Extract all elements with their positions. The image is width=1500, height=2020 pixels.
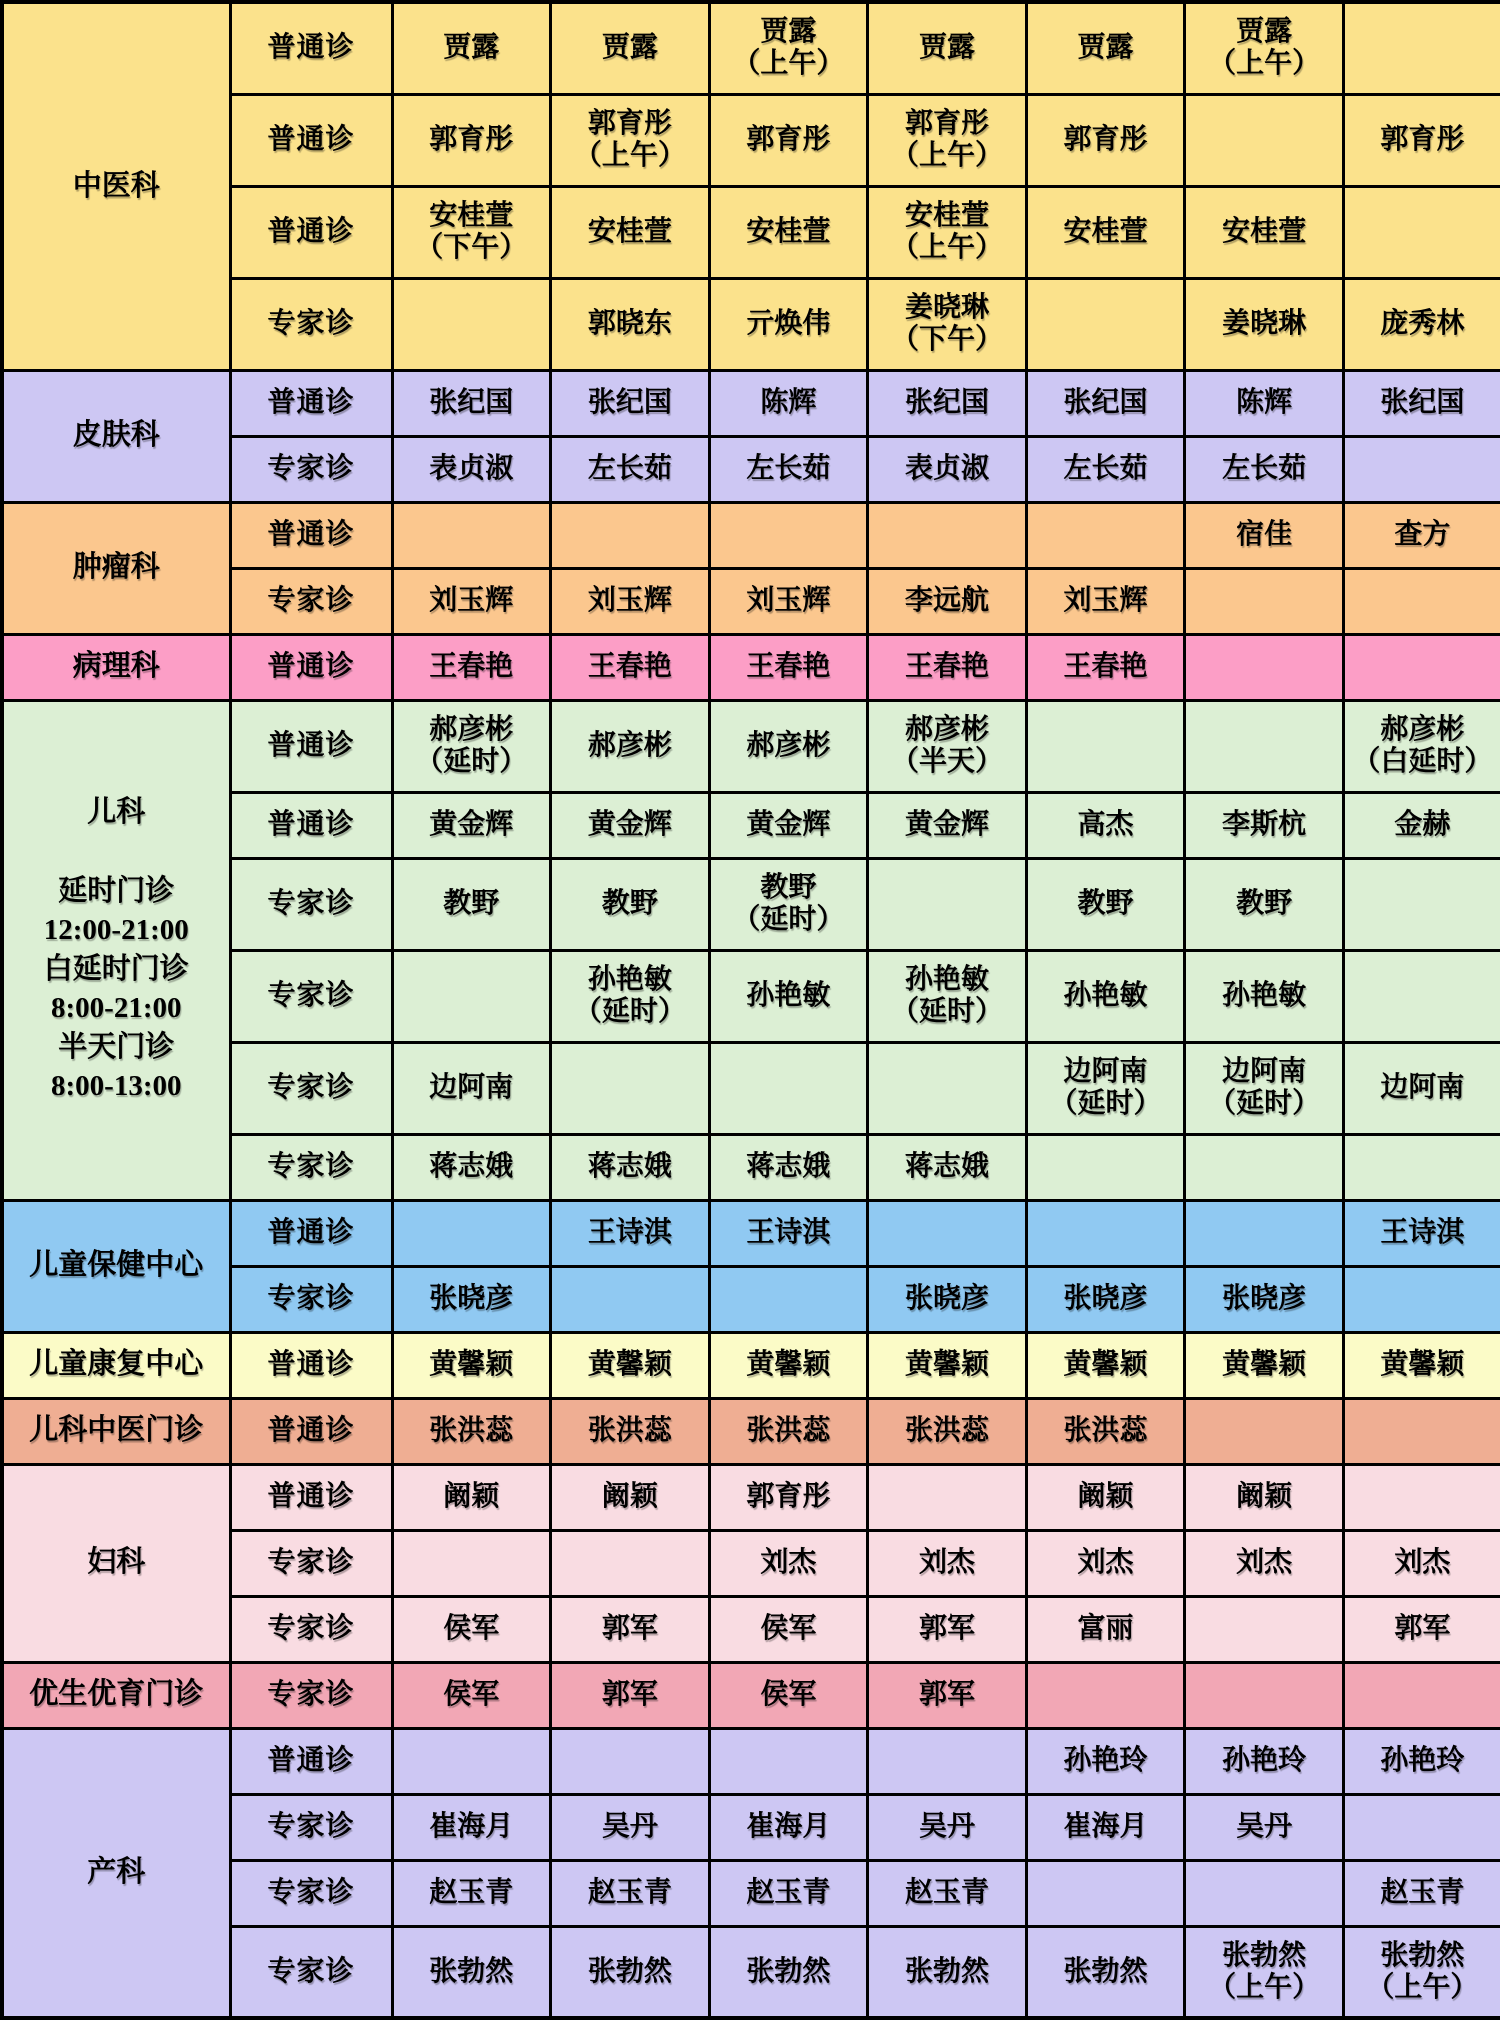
clinic-type-cell: 普通诊: [230, 2, 392, 94]
empty-schedule-cell: [1185, 700, 1344, 792]
doctor-cell: 张勃然: [1026, 1926, 1185, 2018]
doctor-cell: 郭育彤: [1343, 94, 1500, 186]
doctor-cell: 郭军: [551, 1596, 710, 1662]
doctor-cell: 边阿南 （延时）: [1185, 1042, 1344, 1134]
empty-schedule-cell: [1343, 568, 1500, 634]
doctor-cell: 贾露: [392, 2, 551, 94]
empty-schedule-cell: [709, 502, 868, 568]
doctor-cell: 教野: [551, 858, 710, 950]
doctor-cell: 刘玉辉: [392, 568, 551, 634]
doctor-cell: 阚颖: [1185, 1464, 1344, 1530]
empty-schedule-cell: [1026, 1134, 1185, 1200]
doctor-cell: 张勃然: [868, 1926, 1027, 2018]
doctor-cell: 陈辉: [709, 370, 868, 436]
doctor-cell: 李斯杭: [1185, 792, 1344, 858]
doctor-cell: 左长茹: [709, 436, 868, 502]
doctor-cell: 侯军: [709, 1596, 868, 1662]
doctor-cell: 孙艳敏: [709, 950, 868, 1042]
doctor-cell: 亓焕伟: [709, 278, 868, 370]
doctor-cell: 阚颖: [392, 1464, 551, 1530]
empty-schedule-cell: [392, 1530, 551, 1596]
doctor-cell: 蒋志娥: [392, 1134, 551, 1200]
empty-schedule-cell: [392, 950, 551, 1042]
empty-schedule-cell: [1026, 502, 1185, 568]
empty-schedule-cell: [1343, 2, 1500, 94]
clinic-type-cell: 普通诊: [230, 634, 392, 700]
doctor-cell: 吴丹: [551, 1794, 710, 1860]
doctor-cell: 安桂萱 （上午）: [868, 186, 1027, 278]
empty-schedule-cell: [868, 502, 1027, 568]
doctor-cell: 黄馨颖: [551, 1332, 710, 1398]
doctor-cell: 郭晓东: [551, 278, 710, 370]
doctor-cell: 王诗淇: [551, 1200, 710, 1266]
doctor-cell: 赵玉青: [868, 1860, 1027, 1926]
doctor-cell: 庞秀林: [1343, 278, 1500, 370]
doctor-cell: 张纪国: [1026, 370, 1185, 436]
empty-schedule-cell: [1185, 94, 1344, 186]
table-row: [2, 1728, 1500, 1794]
clinic-type-cell: 普通诊: [230, 94, 392, 186]
doctor-cell: 崔海月: [1026, 1794, 1185, 1860]
doctor-cell: 张勃然: [709, 1926, 868, 2018]
doctor-cell: 王春艳: [1026, 634, 1185, 700]
doctor-cell: 陈辉: [1185, 370, 1344, 436]
clinic-type-cell: 专家诊: [230, 278, 392, 370]
empty-schedule-cell: [868, 1464, 1027, 1530]
clinic-type-cell: 专家诊: [230, 568, 392, 634]
table-row: [2, 634, 1500, 700]
doctor-cell: 郭育彤 （上午）: [868, 94, 1027, 186]
doctor-cell: 黄馨颖: [392, 1332, 551, 1398]
doctor-cell: 刘杰: [868, 1530, 1027, 1596]
doctor-cell: 孙艳敏 （延时）: [551, 950, 710, 1042]
doctor-cell: 刘杰: [709, 1530, 868, 1596]
doctor-cell: 张勃然 （上午）: [1343, 1926, 1500, 2018]
empty-schedule-cell: [1343, 1266, 1500, 1332]
empty-schedule-cell: [1343, 950, 1500, 1042]
doctor-cell: 蒋志娥: [868, 1134, 1027, 1200]
empty-schedule-cell: [1185, 568, 1344, 634]
doctor-cell: 黄金辉: [709, 792, 868, 858]
doctor-cell: 黄馨颖: [868, 1332, 1027, 1398]
doctor-cell: 李远航: [868, 568, 1027, 634]
doctor-cell: 蒋志娥: [551, 1134, 710, 1200]
schedule-table-body: [2, 2, 1500, 2018]
clinic-type-cell: 普通诊: [230, 1398, 392, 1464]
doctor-cell: 黄金辉: [551, 792, 710, 858]
empty-schedule-cell: [1185, 1596, 1344, 1662]
doctor-cell: 王诗淇: [1343, 1200, 1500, 1266]
doctor-cell: 孙艳敏: [1026, 950, 1185, 1042]
doctor-cell: 崔海月: [709, 1794, 868, 1860]
doctor-cell: 黄馨颖: [1185, 1332, 1344, 1398]
doctor-cell: 赵玉青: [709, 1860, 868, 1926]
empty-schedule-cell: [551, 502, 710, 568]
doctor-cell: 张洪蕊: [392, 1398, 551, 1464]
doctor-cell: 郭军: [868, 1662, 1027, 1728]
department-cell-9: 优生优育门诊: [2, 1662, 230, 1728]
doctor-cell: 边阿南 （延时）: [1026, 1042, 1185, 1134]
table-row: [2, 700, 1500, 792]
doctor-cell: 张晓彦: [1185, 1266, 1344, 1332]
doctor-cell: 张勃然: [551, 1926, 710, 2018]
doctor-cell: 郭军: [551, 1662, 710, 1728]
empty-schedule-cell: [868, 1728, 1027, 1794]
clinic-type-cell: 专家诊: [230, 1662, 392, 1728]
empty-schedule-cell: [1343, 1134, 1500, 1200]
table-row: [2, 1662, 1500, 1728]
doctor-cell: 赵玉青: [551, 1860, 710, 1926]
empty-schedule-cell: [868, 1042, 1027, 1134]
doctor-cell: 张纪国: [392, 370, 551, 436]
doctor-cell: 张晓彦: [392, 1266, 551, 1332]
empty-schedule-cell: [868, 1200, 1027, 1266]
doctor-cell: 贾露: [1026, 2, 1185, 94]
doctor-cell: 张晓彦: [868, 1266, 1027, 1332]
doctor-cell: 郭育彤: [1026, 94, 1185, 186]
doctor-cell: 左长茹: [1185, 436, 1344, 502]
doctor-cell: 黄馨颖: [1343, 1332, 1500, 1398]
doctor-cell: 崔海月: [392, 1794, 551, 1860]
doctor-cell: 蒋志娥: [709, 1134, 868, 1200]
doctor-cell: 孙艳玲: [1343, 1728, 1500, 1794]
doctor-cell: 郝彦彬 （半天）: [868, 700, 1027, 792]
doctor-cell: 赵玉青: [392, 1860, 551, 1926]
empty-schedule-cell: [1026, 278, 1185, 370]
department-cell-8: 妇科: [2, 1464, 230, 1662]
doctor-cell: 教野: [1026, 858, 1185, 950]
doctor-cell: 刘杰: [1343, 1530, 1500, 1596]
doctor-cell: 孙艳玲: [1185, 1728, 1344, 1794]
empty-schedule-cell: [1185, 1134, 1344, 1200]
empty-schedule-cell: [1343, 186, 1500, 278]
clinic-type-cell: 专家诊: [230, 1794, 392, 1860]
empty-schedule-cell: [1026, 700, 1185, 792]
department-cell-2: 肿瘤科: [2, 502, 230, 634]
doctor-cell: 张晓彦: [1026, 1266, 1185, 1332]
doctor-cell: 王春艳: [392, 634, 551, 700]
table-row: [2, 1464, 1500, 1530]
doctor-cell: 侯军: [392, 1662, 551, 1728]
clinic-type-cell: 普通诊: [230, 502, 392, 568]
empty-schedule-cell: [551, 1266, 710, 1332]
empty-schedule-cell: [1185, 634, 1344, 700]
doctor-cell: 吴丹: [1185, 1794, 1344, 1860]
doctor-cell: 教野: [392, 858, 551, 950]
doctor-cell: 孙艳玲: [1026, 1728, 1185, 1794]
empty-schedule-cell: [392, 278, 551, 370]
clinic-type-cell: 专家诊: [230, 436, 392, 502]
doctor-cell: 左长茹: [1026, 436, 1185, 502]
department-cell-1: 皮肤科: [2, 370, 230, 502]
clinic-type-cell: 专家诊: [230, 1530, 392, 1596]
clinic-type-cell: 专家诊: [230, 1860, 392, 1926]
doctor-cell: 张洪蕊: [709, 1398, 868, 1464]
doctor-cell: 张勃然 （上午）: [1185, 1926, 1344, 2018]
department-cell-3: 病理科: [2, 634, 230, 700]
clinic-type-cell: 专家诊: [230, 950, 392, 1042]
empty-schedule-cell: [709, 1266, 868, 1332]
doctor-cell: 赵玉青: [1343, 1860, 1500, 1926]
department-cell-7: 儿科中医门诊: [2, 1398, 230, 1464]
doctor-cell: 刘玉辉: [551, 568, 710, 634]
empty-schedule-cell: [1185, 1200, 1344, 1266]
doctor-cell: 表贞淑: [868, 436, 1027, 502]
doctor-cell: 安桂萱: [551, 186, 710, 278]
doctor-cell: 郭育彤 （上午）: [551, 94, 710, 186]
doctor-cell: 表贞淑: [392, 436, 551, 502]
clinic-type-cell: 专家诊: [230, 1926, 392, 2018]
department-cell-10: 产科: [2, 1728, 230, 2018]
doctor-cell: 高杰: [1026, 792, 1185, 858]
doctor-cell: 安桂萱 （下午）: [392, 186, 551, 278]
empty-schedule-cell: [551, 1728, 710, 1794]
doctor-cell: 边阿南: [1343, 1042, 1500, 1134]
doctor-cell: 张洪蕊: [551, 1398, 710, 1464]
doctor-cell: 郭育彤: [709, 94, 868, 186]
clinic-type-cell: 专家诊: [230, 1042, 392, 1134]
clinic-type-cell: 普通诊: [230, 1464, 392, 1530]
doctor-cell: 郭育彤: [392, 94, 551, 186]
empty-schedule-cell: [392, 1200, 551, 1266]
doctor-cell: 王春艳: [551, 634, 710, 700]
empty-schedule-cell: [551, 1042, 710, 1134]
clinic-type-cell: 专家诊: [230, 1134, 392, 1200]
doctor-cell: 宿佳: [1185, 502, 1344, 568]
doctor-cell: 王诗淇: [709, 1200, 868, 1266]
doctor-cell: 安桂萱: [1185, 186, 1344, 278]
table-row: [2, 502, 1500, 568]
doctor-cell: 贾露 （上午）: [709, 2, 868, 94]
doctor-cell: 王春艳: [709, 634, 868, 700]
doctor-cell: 吴丹: [868, 1794, 1027, 1860]
clinic-type-cell: 普通诊: [230, 700, 392, 792]
empty-schedule-cell: [1343, 1398, 1500, 1464]
department-cell-0: 中医科: [2, 2, 230, 370]
doctor-cell: 刘玉辉: [1026, 568, 1185, 634]
doctor-cell: 张纪国: [868, 370, 1027, 436]
doctor-cell: 贾露: [551, 2, 710, 94]
doctor-cell: 王春艳: [868, 634, 1027, 700]
clinic-type-cell: 专家诊: [230, 1596, 392, 1662]
doctor-cell: 张洪蕊: [868, 1398, 1027, 1464]
doctor-cell: 黄金辉: [392, 792, 551, 858]
clinic-type-cell: 普通诊: [230, 792, 392, 858]
doctor-cell: 安桂萱: [1026, 186, 1185, 278]
doctor-cell: 郝彦彬: [709, 700, 868, 792]
doctor-cell: 边阿南: [392, 1042, 551, 1134]
doctor-cell: 教野 （延时）: [709, 858, 868, 950]
doctor-cell: 黄馨颖: [709, 1332, 868, 1398]
table-row: [2, 1398, 1500, 1464]
doctor-cell: 富丽: [1026, 1596, 1185, 1662]
doctor-cell: 侯军: [709, 1662, 868, 1728]
doctor-cell: 郝彦彬 （白延时）: [1343, 700, 1500, 792]
empty-schedule-cell: [1343, 1794, 1500, 1860]
empty-schedule-cell: [1343, 858, 1500, 950]
doctor-cell: 郭军: [1343, 1596, 1500, 1662]
clinic-type-cell: 普通诊: [230, 1332, 392, 1398]
doctor-cell: 教野: [1185, 858, 1344, 950]
doctor-cell: 张勃然: [392, 1926, 551, 2018]
table-row: [2, 1200, 1500, 1266]
clinic-type-cell: 普通诊: [230, 1728, 392, 1794]
empty-schedule-cell: [1185, 1398, 1344, 1464]
empty-schedule-cell: [1343, 1464, 1500, 1530]
doctor-cell: 刘杰: [1026, 1530, 1185, 1596]
empty-schedule-cell: [868, 858, 1027, 950]
doctor-cell: 刘玉辉: [709, 568, 868, 634]
empty-schedule-cell: [709, 1042, 868, 1134]
doctor-cell: 贾露: [868, 2, 1027, 94]
empty-schedule-cell: [1185, 1860, 1344, 1926]
clinic-type-cell: 专家诊: [230, 858, 392, 950]
doctor-cell: 刘杰: [1185, 1530, 1344, 1596]
department-cell-4: 儿科 延时门诊 12:00-21:00 白延时门诊 8:00-21:00 半天门诊 8:00-13:00: [2, 700, 230, 1200]
empty-schedule-cell: [709, 1728, 868, 1794]
doctor-cell: 安桂萱: [709, 186, 868, 278]
empty-schedule-cell: [1026, 1200, 1185, 1266]
empty-schedule-cell: [1343, 1662, 1500, 1728]
empty-schedule-cell: [1026, 1662, 1185, 1728]
empty-schedule-cell: [1026, 1860, 1185, 1926]
doctor-cell: 黄馨颖: [1026, 1332, 1185, 1398]
doctor-cell: 张洪蕊: [1026, 1398, 1185, 1464]
department-cell-6: 儿童康复中心: [2, 1332, 230, 1398]
doctor-cell: 张纪国: [551, 370, 710, 436]
doctor-cell: 阚颖: [1026, 1464, 1185, 1530]
clinic-type-cell: 专家诊: [230, 1266, 392, 1332]
doctor-cell: 孙艳敏: [1185, 950, 1344, 1042]
empty-schedule-cell: [551, 1530, 710, 1596]
doctor-cell: 查方: [1343, 502, 1500, 568]
doctor-cell: 贾露 （上午）: [1185, 2, 1344, 94]
doctor-cell: 孙艳敏 （延时）: [868, 950, 1027, 1042]
doctor-cell: 左长茹: [551, 436, 710, 502]
empty-schedule-cell: [392, 502, 551, 568]
doctor-cell: 黄金辉: [868, 792, 1027, 858]
empty-schedule-cell: [1185, 1662, 1344, 1728]
doctor-cell: 郭育彤: [709, 1464, 868, 1530]
empty-schedule-cell: [1343, 436, 1500, 502]
doctor-cell: 姜晓琳: [1185, 278, 1344, 370]
table-row: [2, 2, 1500, 94]
doctor-cell: 姜晓琳 （下午）: [868, 278, 1027, 370]
doctor-cell: 张纪国: [1343, 370, 1500, 436]
table-row: [2, 370, 1500, 436]
doctor-cell: 郝彦彬: [551, 700, 710, 792]
empty-schedule-cell: [392, 1728, 551, 1794]
doctor-cell: 阚颖: [551, 1464, 710, 1530]
doctor-cell: 金赫: [1343, 792, 1500, 858]
table-row: [2, 1332, 1500, 1398]
empty-schedule-cell: [1343, 634, 1500, 700]
doctor-cell: 郝彦彬 （延时）: [392, 700, 551, 792]
clinic-type-cell: 普通诊: [230, 1200, 392, 1266]
doctor-cell: 郭军: [868, 1596, 1027, 1662]
clinic-type-cell: 普通诊: [230, 186, 392, 278]
department-cell-5: 儿童保健中心: [2, 1200, 230, 1332]
doctor-cell: 侯军: [392, 1596, 551, 1662]
clinic-type-cell: 普通诊: [230, 370, 392, 436]
